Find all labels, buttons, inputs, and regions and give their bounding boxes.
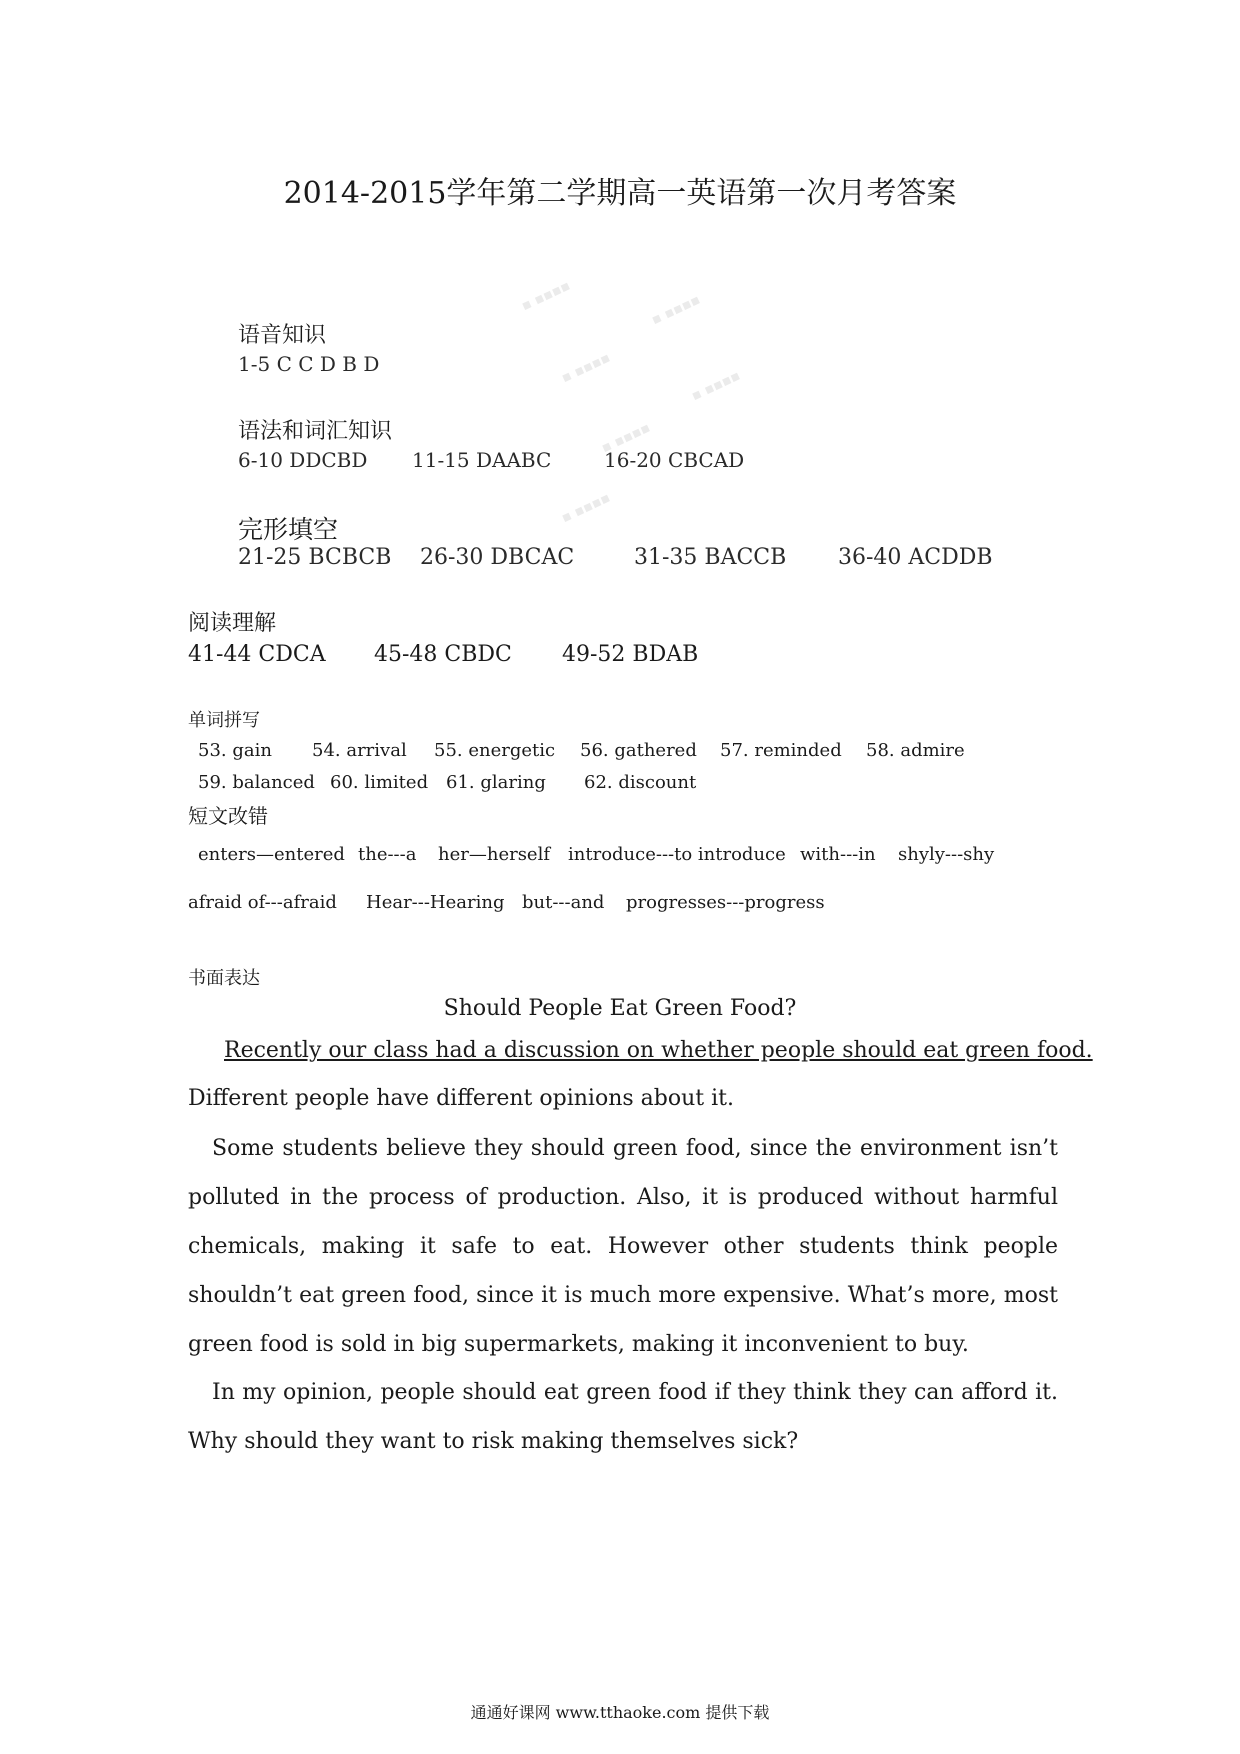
- watermark-logo: ▪ ▪▪▪▪: [689, 367, 743, 405]
- spelling-item: 60. limited: [330, 772, 429, 793]
- reading-group: 41-44 CDCA: [188, 642, 326, 667]
- correction-heading: 短文改错: [188, 804, 268, 828]
- essay-continuation: Different people have different opinions about it.: [188, 1086, 734, 1111]
- correction-item: shyly---shy: [898, 844, 995, 865]
- correction-item: with---in: [800, 844, 876, 865]
- grammar-group: 16-20 CBCAD: [604, 448, 745, 472]
- cloze-group: 36-40 ACDDB: [838, 545, 993, 570]
- cloze-group: 31-35 BACCB: [634, 545, 787, 570]
- watermark-logo: ▪ ▪▪▪▪: [599, 419, 653, 457]
- writing-heading: 书面表达: [188, 968, 260, 989]
- correction-item: the---a: [358, 844, 417, 865]
- watermark-logo: ▪ ▪▪▪▪: [649, 291, 703, 329]
- correction-item: afraid of---afraid: [188, 892, 337, 913]
- grammar-heading: 语法和词汇知识: [238, 419, 393, 444]
- essay-paragraph: In my opinion, people should eat green food if they think they can afford it. Why should they want to risk making themselves sick?: [188, 1380, 1058, 1454]
- cloze-group: 26-30 DBCAC: [420, 545, 575, 570]
- cloze-group: 21-25 BCBCB: [238, 545, 392, 570]
- spelling-item: 57. reminded: [720, 740, 842, 761]
- cloze-heading: 完形填空: [238, 515, 339, 544]
- correction-item: enters—entered: [198, 844, 345, 865]
- spelling-item: 61. glaring: [446, 772, 546, 793]
- essay-paragraph: Some students believe they should green food, since the environment isn’t polluted in the process of production. Also, it is produced without harmful chemicals, making it safe to eat. However other students think people shouldn’t eat green food, since it is much more expensive. What’s more, most green food is sold in big supermarkets, making it inconvenient to buy.: [188, 1136, 1058, 1357]
- page-title: 2014-2015学年第二学期高一英语第一次月考答案: [283, 176, 957, 211]
- grammar-group: 6-10 DDCBD: [238, 448, 368, 472]
- reading-group: 49-52 BDAB: [562, 642, 699, 667]
- spelling-item: 56. gathered: [580, 740, 697, 761]
- correction-item: but---and: [522, 892, 605, 913]
- correction-item: introduce---to introduce: [568, 844, 786, 865]
- spelling-item: 62. discount: [584, 772, 697, 793]
- spelling-item: 59. balanced: [198, 772, 315, 793]
- spelling-item: 54. arrival: [312, 740, 407, 761]
- spelling-item: 55. energetic: [434, 740, 556, 761]
- reading-group: 45-48 CBDC: [374, 642, 512, 667]
- correction-item: her—herself: [438, 844, 551, 865]
- essay-title: Should People Eat Green Food?: [443, 996, 797, 1021]
- essay-first-line: Recently our class had a discussion on whether people should eat green food.: [224, 1038, 1093, 1063]
- footer-credit: 通通好课网 www.tthaoke.com 提供下载: [470, 1703, 770, 1722]
- spelling-item: 58. admire: [866, 740, 965, 761]
- spelling-item: 53. gain: [198, 740, 272, 761]
- phonetics-heading: 语音知识: [238, 323, 327, 348]
- watermark-logo: ▪ ▪▪▪▪: [559, 489, 613, 527]
- correction-item: Hear---Hearing: [366, 892, 505, 913]
- watermark-logo: ▪ ▪▪▪▪: [559, 349, 613, 387]
- grammar-group: 11-15 DAABC: [412, 448, 552, 472]
- spelling-heading: 单词拼写: [188, 710, 260, 731]
- phonetics-answers: 1-5 C C D B D: [238, 352, 380, 376]
- reading-heading: 阅读理解: [188, 611, 277, 636]
- watermark-logo: ▪ ▪▪▪▪: [519, 277, 573, 315]
- correction-item: progresses---progress: [626, 892, 825, 913]
